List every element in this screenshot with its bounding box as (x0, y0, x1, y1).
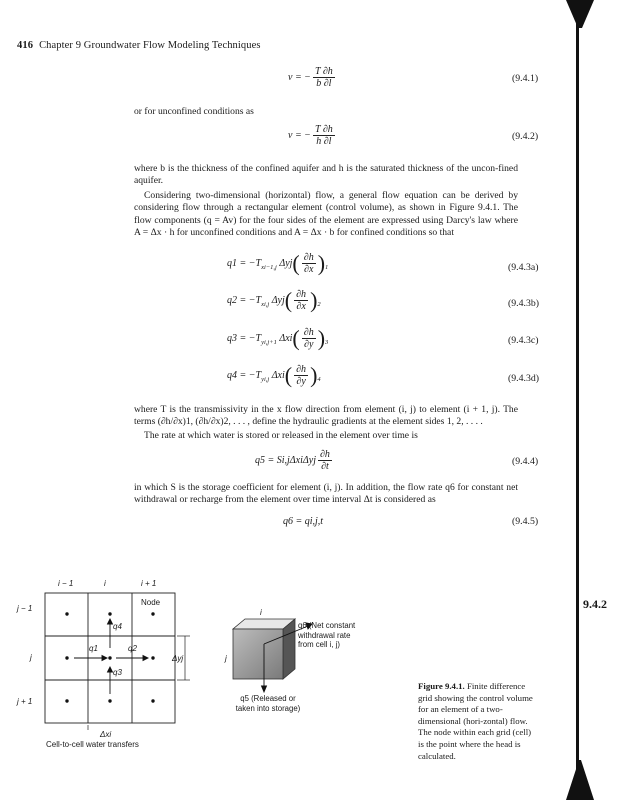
grid-row-label: j − 1 (17, 604, 33, 613)
equation-label: (9.4.5) (512, 516, 539, 527)
equation-9-4-3d: $q4 = -T_{yi,j}$ Δxi( $\frac{\partial h}{\partial y}$ )$_4$ (227, 362, 321, 388)
flow-label-q3: q3 (113, 668, 122, 677)
equation-label: (9.4.3a) (508, 262, 539, 273)
grid-col-label: i − 1 (58, 579, 74, 588)
dy-label: Δyj (172, 654, 184, 663)
running-header (17, 40, 261, 51)
grid-col-label: i + 1 (141, 579, 157, 588)
q6-label: q6 (Net constant withdrawal rate from cell i, j) (298, 621, 356, 650)
equation-9-4-4: q5 = Si,jΔxiΔyj $\frac{\partial h}{\partial t}$ (255, 449, 330, 472)
paragraph-rate: The rate at which water is stored or released in the element over time is (144, 430, 418, 441)
figure-caption-title: Figure 9.4.1. (418, 681, 465, 691)
page-spine (574, 0, 583, 800)
equation-label: (9.4.3b) (508, 298, 540, 309)
equation-label: (9.4.1) (512, 73, 539, 84)
paragraph-where-b: where b is the thickness of the confined aquifer and h is the saturated thickness of the uncon-fined aquifer. (134, 163, 518, 187)
equation-label: (9.4.3c) (508, 335, 539, 346)
equation-9-4-5: q6 = qi,j,t (283, 516, 324, 527)
cube-j-label: j (225, 654, 227, 663)
equation-label: (9.4.4) (512, 456, 539, 467)
flow-label-q4: q4 (113, 622, 122, 631)
figure-caption (418, 681, 536, 762)
node-label: Node (141, 598, 161, 607)
equation-9-4-3a: $q1 = -T_{xi-1,j}$ Δyj( $\frac{\partial h}{\partial x}$ )$_1$ (227, 250, 329, 276)
equation-label: (9.4.3d) (508, 373, 540, 384)
paragraph-storage: in which S is the storage coefficient for element (i, j). In addition, the flow rate q6 for constant net withdrawal or recharge from the element over time interval Δt is considered as (134, 482, 518, 506)
flow-label-q2: q2 (128, 644, 137, 653)
equation-9-4-3b: $q2 = -T_{xi,j}$ Δyj( $\frac{\partial h}{\partial x}$ )$_2$ (227, 287, 321, 313)
running-title: Chapter 9 Groundwater Flow Modeling Techniques (39, 40, 261, 51)
dx-label: Δxi (100, 730, 112, 739)
grid-caption: Cell-to-cell water transfers (46, 740, 139, 749)
grid-col-label: i (104, 579, 106, 588)
grid-row-label: j + 1 (17, 697, 33, 706)
spine-bottom-shadow (560, 760, 600, 800)
page-number: 416 (17, 40, 34, 51)
flow-label-q1: q1 (89, 644, 98, 653)
finite-difference-grid (40, 588, 220, 730)
equation-9-4-1: v = − $\frac{T \partial h}{b \partial l}$ (288, 66, 333, 89)
margin-section-number: 9.4.2 (583, 597, 607, 611)
spine-top-shadow (560, 0, 600, 30)
q5-label: q5 (Released or taken into storage) (235, 694, 301, 713)
grid-row-label: j (30, 653, 32, 662)
figure-caption-text: Finite difference grid showing the control volume for an element of a two-dimensional (hori-zontal) flow. The node within each grid (cell) is the point where the head is calculated. (418, 681, 533, 761)
equation-9-4-2: v = − $\frac{T \partial h}{h \partial l}$ (288, 124, 333, 147)
equation-label: (9.4.2) (512, 131, 539, 142)
paragraph-transmissivity: where T is the transmissivity in the x flow direction from element (i, j) to element (i + 1, j). The terms (∂h/∂x)1, (∂h/∂x)2, . . . , define the hydraulic gradients at the element sides 1, 2, . . . . (134, 404, 518, 428)
cube-i-label: i (260, 608, 262, 617)
equation-9-4-3c: $q3 = -T_{yi,j+1}$ Δxi( $\frac{\partial h}{\partial y}$ )$_3$ (227, 325, 329, 351)
paragraph-unconfined-intro: or for unconfined conditions as (134, 106, 254, 117)
paragraph-darcy: Considering two-dimensional (horizontal) flow, a general flow equation can be derived by considering flow through a rectangular element (control volume), as shown in Figure 9.4.1. The flow components (q = Av) for the four sides of the element are expressed using Darcy's law where A = Δx · h for unconfined conditions and A = Δx · b for confined conditions so that (134, 190, 518, 239)
